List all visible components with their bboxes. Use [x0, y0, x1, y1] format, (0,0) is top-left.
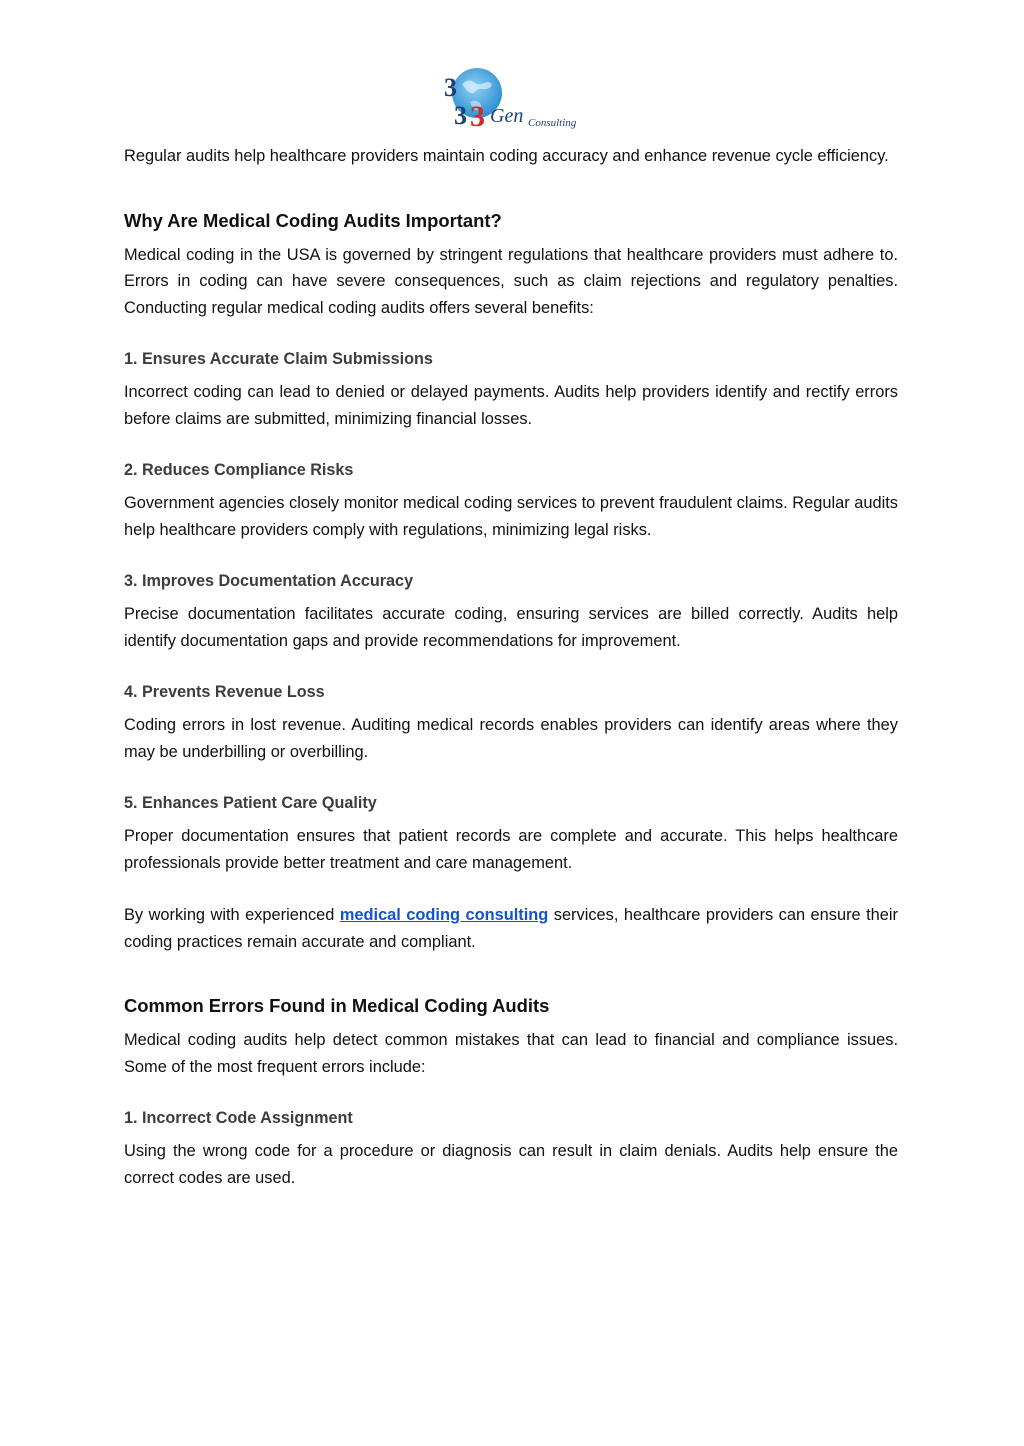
section-intro-paragraph: Medical coding in the USA is governed by stringent regulations that healthcare providers must adhere to. Errors in coding can have severe consequences, such as claim rejections and regulatory penalties. Conducting regular medical coding audits offers several benefits:: [124, 245, 898, 317]
logo-digit-top: 3: [444, 73, 457, 102]
document-body: [124, 143, 898, 1191]
logo-tagline: Consulting: [528, 117, 577, 129]
logo-digit-bottom: 3: [454, 101, 467, 130]
benefit-paragraph: Proper documentation ensures that patient records are complete and accurate. This helps healthcare professionals provide better treatment and care management.: [124, 827, 898, 872]
logo-digit-accent: 3: [470, 100, 485, 133]
benefit-heading: 1. Ensures Accurate Claim Submissions: [124, 350, 433, 368]
medical-coding-consulting-link[interactable]: medical coding consulting: [339, 906, 549, 924]
benefit-heading: 3. Improves Documentation Accuracy: [124, 572, 414, 590]
closing-text-after: services, healthcare providers can ensure their coding practices remain accurate and compliant.: [124, 906, 898, 951]
benefit-paragraph: Government agencies closely monitor medical coding services to prevent fraudulent claims. Regular audits help healthcare providers comply with regulations, minimizing legal risks.: [124, 494, 898, 539]
benefit-heading: 5. Enhances Patient Care Quality: [124, 794, 377, 812]
benefit-heading: 2. Reduces Compliance Risks: [124, 461, 354, 479]
company-logo: [440, 66, 588, 134]
benefit-paragraph: Coding errors in lost revenue. Auditing medical records enables providers can identify areas where they may be underbilling or overbilling.: [124, 716, 898, 761]
benefit-paragraph: Incorrect coding can lead to denied or delayed payments. Audits help providers identify and rectify errors before claims are submitted, minimizing financial losses.: [124, 383, 898, 428]
section-heading-common-errors: Common Errors Found in Medical Coding Audits: [124, 995, 550, 1016]
closing-text-before: By working with experienced: [124, 906, 340, 924]
section-intro-paragraph: Medical coding audits help detect common mistakes that can lead to financial and compliance issues. Some of the most frequent errors include:: [124, 1031, 898, 1076]
error-heading: 1. Incorrect Code Assignment: [124, 1109, 353, 1127]
benefit-heading: 4. Prevents Revenue Loss: [124, 683, 325, 701]
closing-paragraph: [124, 902, 898, 955]
error-paragraph: Using the wrong code for a procedure or diagnosis can result in claim denials. Audits help ensure the correct codes are used.: [124, 1142, 898, 1187]
benefit-paragraph: Precise documentation facilitates accurate coding, ensuring services are billed correctly. Audits help identify documentation gaps and provide recommendations for improvement.: [124, 605, 898, 650]
logo-word: Gen: [490, 105, 524, 127]
intro-paragraph: Regular audits help healthcare providers maintain coding accuracy and enhance revenue cycle efficiency.: [124, 147, 889, 165]
section-heading-importance: Why Are Medical Coding Audits Important?: [124, 209, 502, 231]
